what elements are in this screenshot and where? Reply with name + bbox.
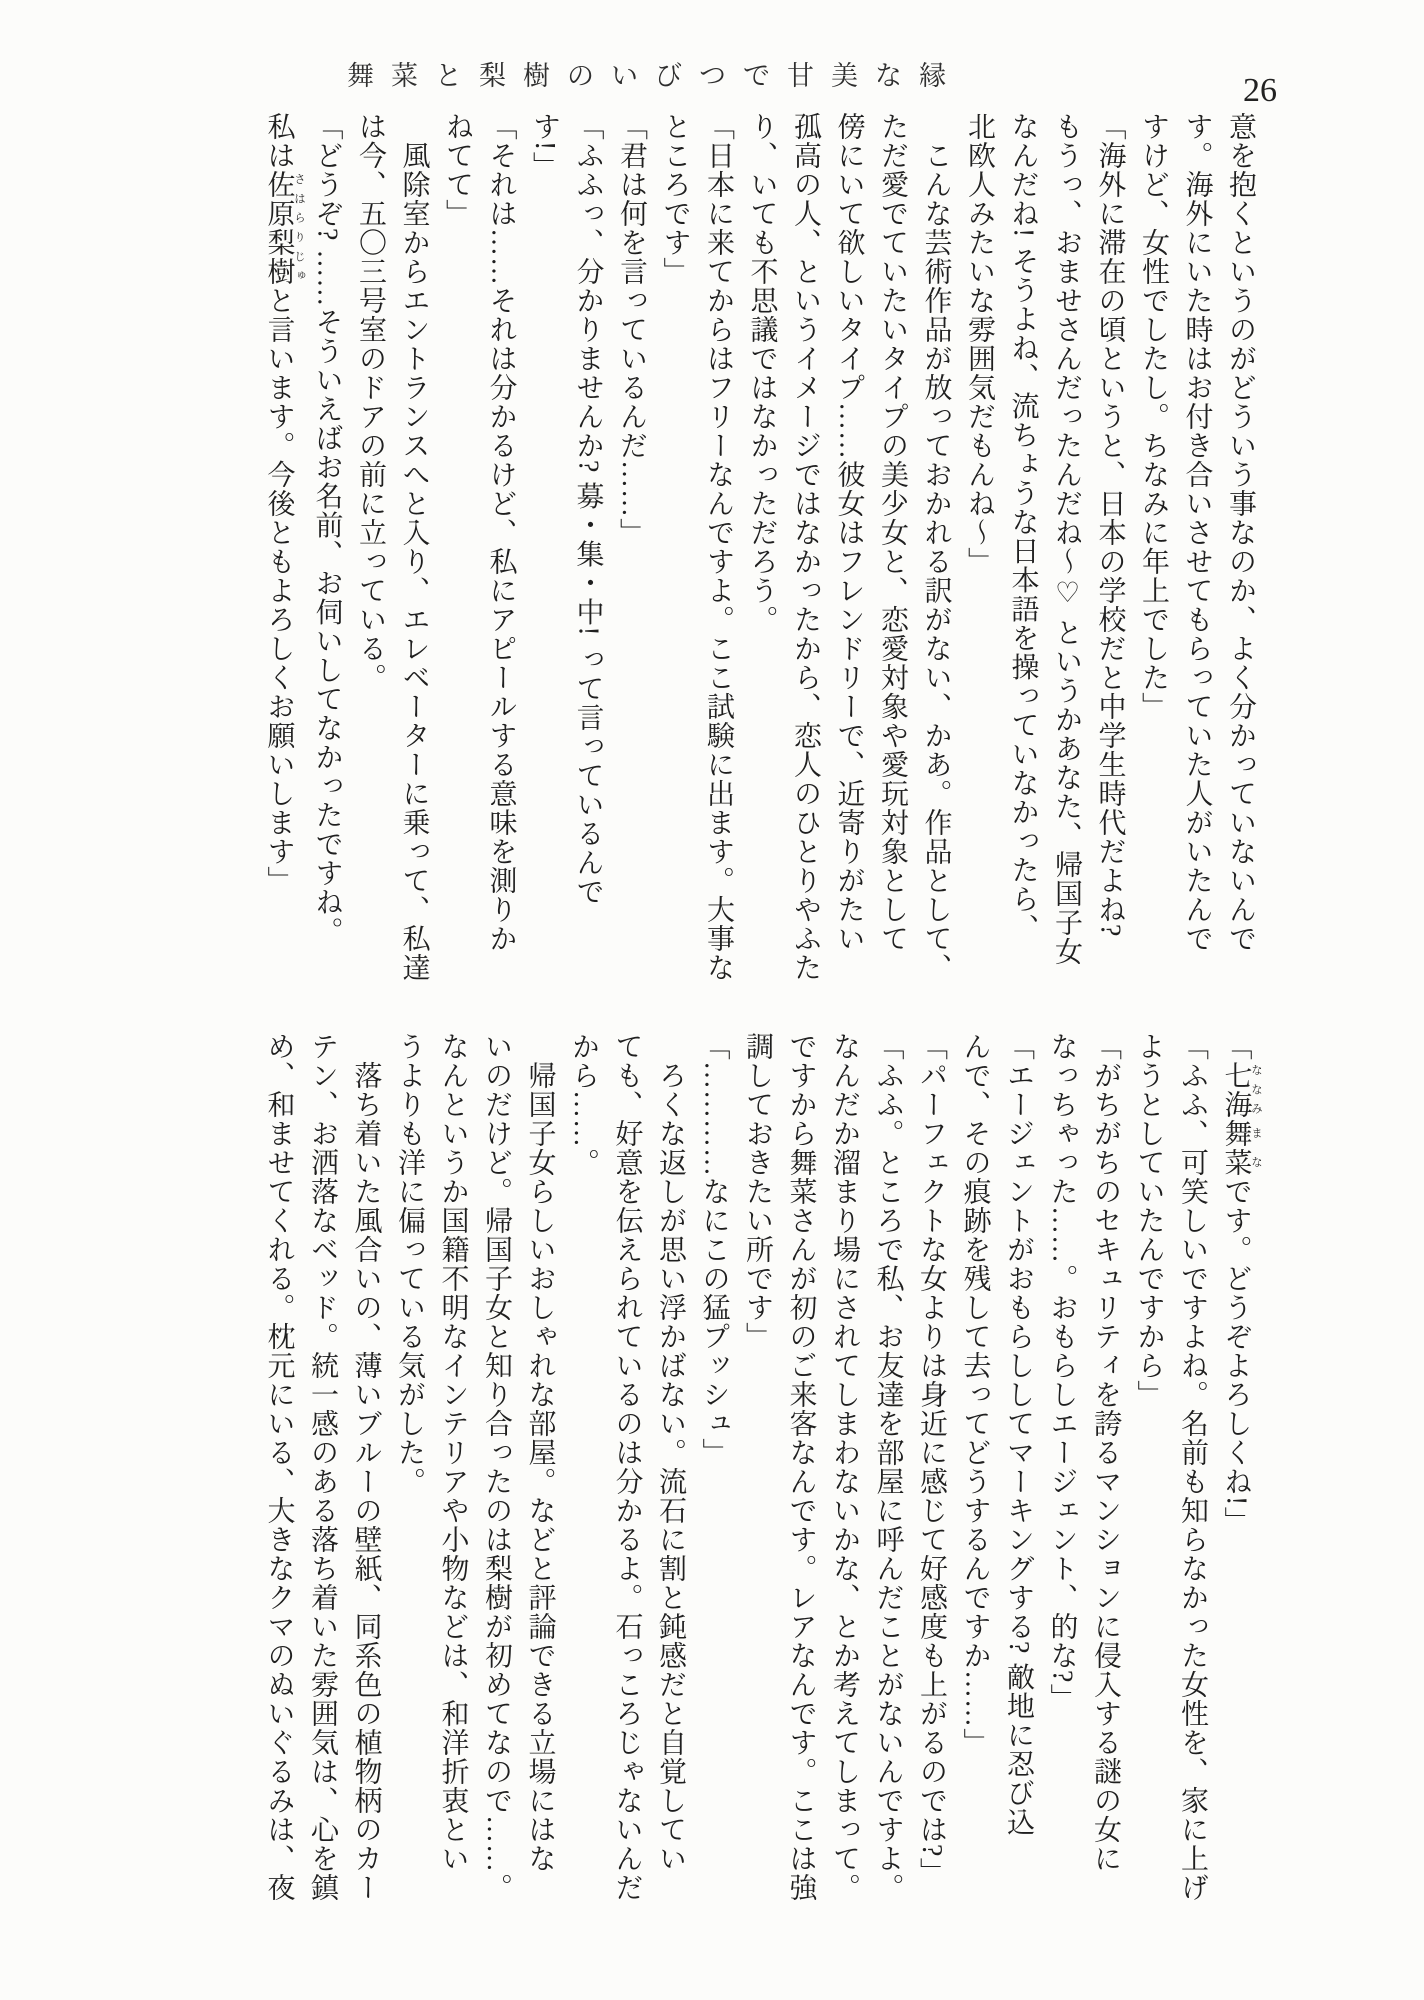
text-column: 「ふふ、可笑しいですよね。名前も知らなかった女性を、家に上げ <box>1177 1032 1208 1902</box>
text-column: す!」 <box>529 112 560 181</box>
text-column: 傍にいて欲しいタイプ……彼女はフレンドリーで、近寄りがたい <box>833 112 865 953</box>
text-column: なんだか溜まり場にされてしまわないかな、とか考えてしまって。 <box>829 1032 860 1902</box>
text-column: テン、お洒落なベッド。統一感のある落ち着いた雰囲気は、心を鎮 <box>307 1032 338 1902</box>
text-column: 「エージェントがおもらししてマーキングする? 敵地に忍び込 <box>1003 1032 1034 1837</box>
text-column: 「七海ななみ舞菜まなです。どうぞよろしくね!」 <box>1220 1032 1262 1536</box>
text-column: なんというか国籍不明なインテリアや小物などは、和洋折衷とい <box>437 1032 469 1873</box>
text-column: ところです」 <box>659 112 691 286</box>
text-column: 「日本に来てからはフリーなんですよ。ここ試験に出ます。大事な <box>703 112 734 982</box>
text-column: 風除室からエントランスへと入り、エレベーターに乗って、私達 <box>398 141 430 982</box>
text-column: 「海外に滞在の頃というと、日本の学校だと中学生時代だよね? <box>1094 112 1126 938</box>
text-column: ねてて」 <box>442 112 473 228</box>
running-header <box>0 54 1310 93</box>
text-column: 孤高の人、というイメージではなかったから、恋人のひとりやふた <box>790 112 821 982</box>
text-column: なっちゃった……。おもらしエージェント、的な?」 <box>1046 1032 1078 1713</box>
text-column: なんだね! そうよね、流ちょうな日本語を操っていなかったら、 <box>1007 112 1039 943</box>
text-column: んで、その痕跡を残して去ってどうするんですか……」 <box>959 1032 991 1757</box>
ruby-annotated-name: 梨樹りじゅ <box>263 228 305 286</box>
text-column: 「…………なにこの猛プッシュ」 <box>698 1032 730 1467</box>
text-column: 帰国子女らしいおしゃれな部屋。などと評論できる立場にはな <box>524 1061 556 1873</box>
text-column: 「君は何を言っているんだ……」 <box>616 112 647 547</box>
ruby-annotated-name: 舞菜まな <box>1220 1119 1262 1177</box>
text-column: すけど、女性でしたし。ちなみに年上でした」 <box>1138 112 1169 721</box>
ruby-annotated-name: 七海ななみ <box>1220 1061 1262 1119</box>
text-column: 「それは……それは分かるけど、私にアピールする意味を測りか <box>485 112 517 953</box>
text-column: 調しておきたい所です」 <box>742 1032 773 1351</box>
text-column: ただ愛でていたいタイプの美少女と、恋愛対象や愛玩対象として <box>877 112 908 953</box>
text-column: もうっ、おませさんだったんだね〜♡ というかあなた、帰国子女 <box>1051 112 1082 966</box>
text-column: 「どうぞ? ……そういえばお名前、お伺いしてなかったですね。 <box>311 112 343 946</box>
text-column: いのだけど。帰国子女と知り合ったのは梨樹が初めてなので……。 <box>481 1032 512 1902</box>
text-column: ろくな返しが思い浮かばない。流石に割と鈍感だと自覚してい <box>655 1061 686 1873</box>
text-column: ようとしていたんですから」 <box>1133 1032 1165 1409</box>
text-column: り、いても不思議ではなかっただろう。 <box>746 112 778 634</box>
header-title: 舞菜と梨樹のいびつで甘美な縁 <box>347 61 963 91</box>
ruby-annotated-name: 佐原さはら <box>263 170 305 228</box>
text-column: 「パーフェクトな女よりは身近に感じて好感度も上がるのでは?」 <box>916 1032 947 1887</box>
text-column: こんな芸術作品が放っておかれる訳がない、かあ。作品として、 <box>920 141 952 982</box>
text-column: 「ふふっ、分かりませんか? 募・集・中! って言っているんで <box>572 112 604 906</box>
text-column: 「ふふ。ところで私、お友達を部屋に呼んだことがないんですよ。 <box>872 1032 904 1902</box>
text-column: 北欧人みたいな雰囲気だもんね〜」 <box>964 112 995 576</box>
text-column: ても、好意を伝えられているのは分かるよ。石っころじゃないんだ <box>611 1032 643 1902</box>
text-column: から……。 <box>568 1032 599 1177</box>
text-column: 落ち着いた風合いの、薄いブルーの壁紙、同系色の植物柄のカー <box>350 1061 382 1902</box>
text-column: す。海外にいた時はお付き合いさせてもらっていた人がいたんで <box>1181 112 1213 953</box>
text-column: 意を抱くというのがどういう事なのか、よく分かっていないんで <box>1225 112 1256 953</box>
text-column: め、和ませてくれる。枕元にいる、大きなクマのぬいぐるみは、夜 <box>263 1032 295 1902</box>
text-column: 私は佐原さはら梨樹りじゅと言います。今後ともよろしくお願いします」 <box>263 112 305 895</box>
text-column: 「がちがちのセキュリティを誇るマンションに侵入する謎の女に <box>1090 1032 1121 1873</box>
bottom-text-block <box>257 1032 1262 1932</box>
text-column: は今、五〇三号室のドアの前に立っている。 <box>355 112 386 692</box>
page-number: 26 <box>1243 72 1277 109</box>
text-column: ですから舞菜さんが初のご来客なんです。レアなんです。ここは強 <box>785 1032 817 1902</box>
top-text-block <box>257 112 1262 1012</box>
text-column: うよりも洋に偏っている気がした。 <box>394 1032 425 1496</box>
